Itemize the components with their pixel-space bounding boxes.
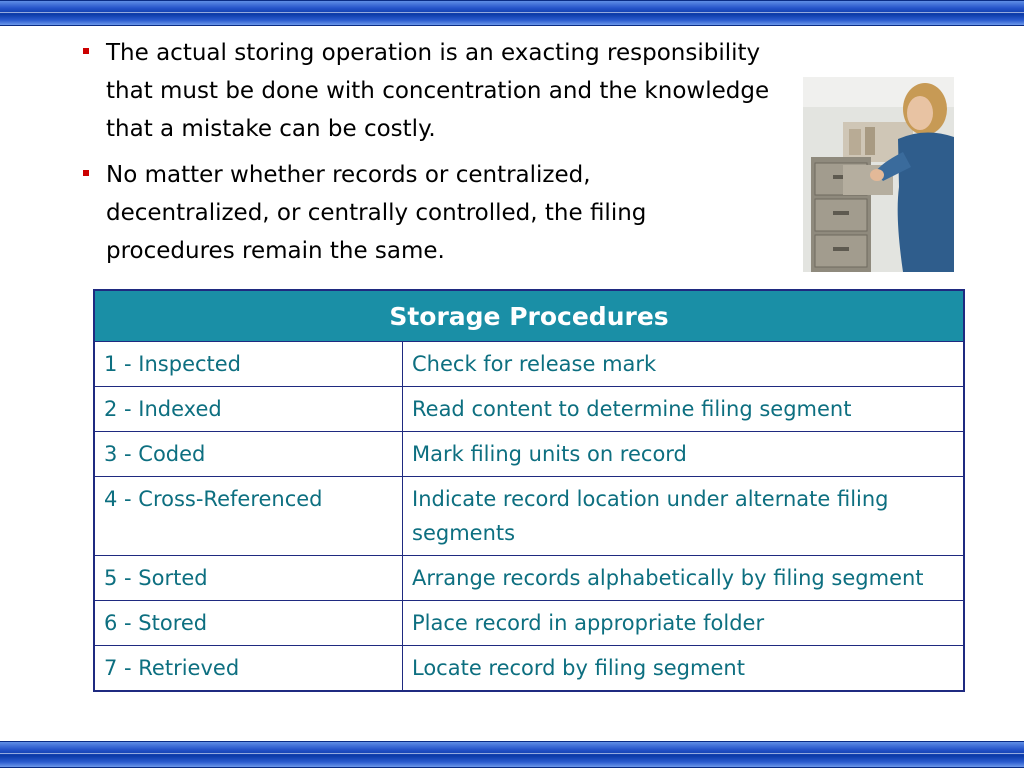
woman-at-filing-cabinet-photo <box>803 77 954 272</box>
step-cell: 7 - Retrieved <box>94 646 403 692</box>
description-cell: Read content to determine filing segment <box>403 387 965 432</box>
description-cell: Place record in appropriate folder <box>403 601 965 646</box>
step-cell: 4 - Cross-Referenced <box>94 477 403 556</box>
storage-procedures-table <box>93 289 965 692</box>
description-cell: Arrange records alphabetically by filing segment <box>403 556 965 601</box>
bullet-text: The actual storing operation is an exacting responsibility that must be done with concentration and the knowledge that a mistake can be costly. <box>106 40 770 142</box>
bullet-item <box>78 34 778 148</box>
table-row <box>94 556 964 601</box>
table-header-row <box>94 290 964 342</box>
table-row <box>94 432 964 477</box>
table-row <box>94 387 964 432</box>
bullet-text: No matter whether records or centralized, decentralized, or centrally controlled, the filing procedures remain the same. <box>106 162 647 264</box>
description-cell: Check for release mark <box>403 342 965 387</box>
step-cell: 6 - Stored <box>94 601 403 646</box>
bullet-list <box>78 34 778 278</box>
step-cell: 1 - Inspected <box>94 342 403 387</box>
table-row <box>94 477 964 556</box>
table-title: Storage Procedures <box>94 290 964 342</box>
table-row <box>94 342 964 387</box>
top-decorative-band <box>0 0 1024 26</box>
description-cell: Indicate record location under alternate filing segments <box>403 477 965 556</box>
bullet-square-icon <box>83 48 89 54</box>
table-row <box>94 646 964 692</box>
bottom-decorative-band <box>0 741 1024 768</box>
step-cell: 2 - Indexed <box>94 387 403 432</box>
step-cell: 5 - Sorted <box>94 556 403 601</box>
description-cell: Mark filing units on record <box>403 432 965 477</box>
step-cell: 3 - Coded <box>94 432 403 477</box>
description-cell: Locate record by filing segment <box>403 646 965 692</box>
bullet-item <box>78 156 778 270</box>
table-row <box>94 601 964 646</box>
bullet-square-icon <box>83 170 89 176</box>
